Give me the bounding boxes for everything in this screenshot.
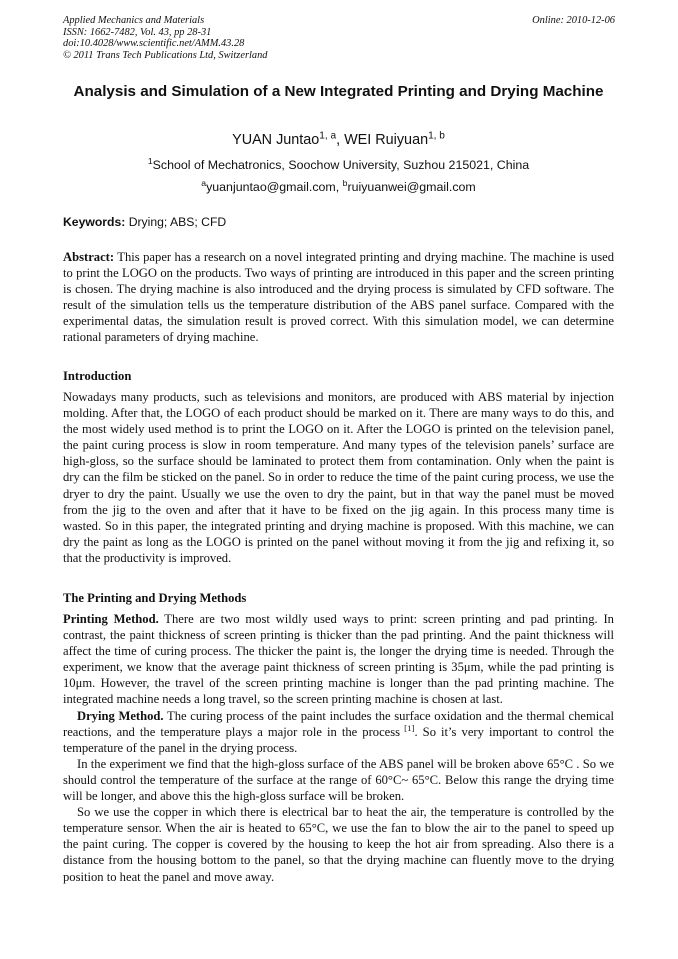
keywords-text: Drying; ABS; CFD <box>125 215 227 229</box>
introduction-body <box>63 389 614 566</box>
online-date: Online: 2010-12-06 <box>532 15 615 26</box>
paper-title: Analysis and Simulation of a New Integrated Printing and Drying Machine <box>73 83 604 100</box>
paragraph: So we use the copper in which there is electrical bar to heat the air, the temperature is controlled by the temperature sensor. When the air is heated to 65°C, we use the fan to blow the air to the panel to speed up the paint curing. The copper is covered by the housing to keep the hot air from spreading. Also there is a distance from the housing bottom to the panel, so that the drying machine can fluently move to the drying position to heat the panel and move away. <box>63 805 614 884</box>
author-name: YUAN Juntao <box>232 132 320 148</box>
affiliation <box>63 157 614 173</box>
journal-header <box>63 15 267 61</box>
paragraph: Nowadays many products, such as televisions and monitors, are produced with ABS material by injection molding. After that, the LOGO of each product should be marked on it. There are many ways to do this, and the most widely used method is to print the LOGO on it. After the LOGO is printed on the television panel, the paint curing process is slow in room temperature. And many types of the television panels’ surface are high-gloss, so the surface should be laminated to protect them from contamination. Only when the paint is dry can the film be sticked on the panel. So in order to reduce the time of the paint curing process, we use the dryer to dry the paint. Usually we use the oven to dry the paint, but in that way the panel must be moved from the jig to the oven and after that it have to be fixed on the jig again. In this process many time is wasted. So in this paper, the integrated printing and drying machine is proposed. With this machine, we can dry the paint as long as the LOGO is printed on the panel without moving it from the jig and refixing it, so that the productivity is improved. <box>63 390 614 565</box>
journal-copyright: © 2011 Trans Tech Publications Ltd, Switzerland <box>63 49 268 61</box>
section-heading-methods: The Printing and Drying Methods <box>63 591 247 605</box>
citation-ref: [1] <box>400 722 415 733</box>
email-line <box>63 179 614 195</box>
abstract-label: Abstract: <box>63 250 115 264</box>
author-superscript: 1, b <box>428 130 445 142</box>
paragraph-drying-method <box>63 708 614 756</box>
email-separator: , <box>335 180 343 194</box>
keywords <box>63 214 614 230</box>
methods-body <box>63 611 614 885</box>
paragraph-text: . So it’s very important to control the temperature of the panel in the drying process. <box>63 724 614 755</box>
section-heading-introduction: Introduction <box>63 369 132 383</box>
paragraph-text: There are two most wildly used ways to print: screen printing and pad printing. In contrast, the paint thickness of screen printing is thicker than the pad printing. And the paint thickness will affect the time of curing process. The thicker the paint is, the longer the drying time is needed. Through the experiment, we know that the average paint thickness of screen printing is 35μm, while the pad printing is 10μm. However, the travel of the screen printing machine is longer than the pad printing machine. The integrated machine needs a long travel, so the screen printing machine is chosen at last. <box>63 612 614 707</box>
abstract <box>63 249 614 346</box>
abstract-text: This paper has a research on a novel integrated printing and drying machine. The machine is used to print the LOGO on the products. Two ways of printing are introduced in this paper and the screen printing is chosen. The drying machine is also introduced and the drying process is simulated by CFD software. The result of the simulation tells us the temperature distribution of the ABS panel surface. Compared with the experimental datas, the simulation result is proved correct. With this simulation model, we can determine rational parameters of drying machine. <box>63 250 614 345</box>
email-superscript: b <box>342 178 348 189</box>
keywords-label: Keywords: <box>63 215 126 229</box>
affiliation-text: School of Mechatronics, Soochow University, Suzhou 215021, China <box>152 158 530 172</box>
author-separator: , <box>336 132 345 148</box>
email-superscript: a <box>201 178 207 189</box>
author-email: ruiyuanwei@gmail.com <box>347 180 476 194</box>
journal-doi: doi:10.4028/www.scientific.net/AMM.43.28 <box>63 38 245 50</box>
paragraph: In the experiment we find that the high-gloss surface of the ABS panel will be broken above 65°C . So we should control the temperature of the surface at the range of 60°C~ 65°C. Below this range the drying time will be longer, and above this the high-gloss surface will be broken. <box>63 756 614 804</box>
author-superscript: 1, a <box>319 130 337 142</box>
run-in-heading: Drying Method. <box>77 708 164 723</box>
journal-issn: ISSN: 1662-7482, Vol. 43, pp 28-31 <box>63 26 212 38</box>
journal-name: Applied Mechanics and Materials <box>63 15 205 26</box>
run-in-heading: Printing Method. <box>63 612 159 626</box>
author-name: WEI Ruiyuan <box>344 132 429 148</box>
author-email: yuanjuntao@gmail.com <box>206 180 336 194</box>
affiliation-superscript: 1 <box>147 156 153 167</box>
paragraph-text: The curing process of the paint includes the surface oxidation and the thermal chemical reactions, and the temperature plays a major role in the process <box>63 708 614 739</box>
paragraph-printing-method <box>63 611 614 708</box>
author-line <box>63 131 614 149</box>
